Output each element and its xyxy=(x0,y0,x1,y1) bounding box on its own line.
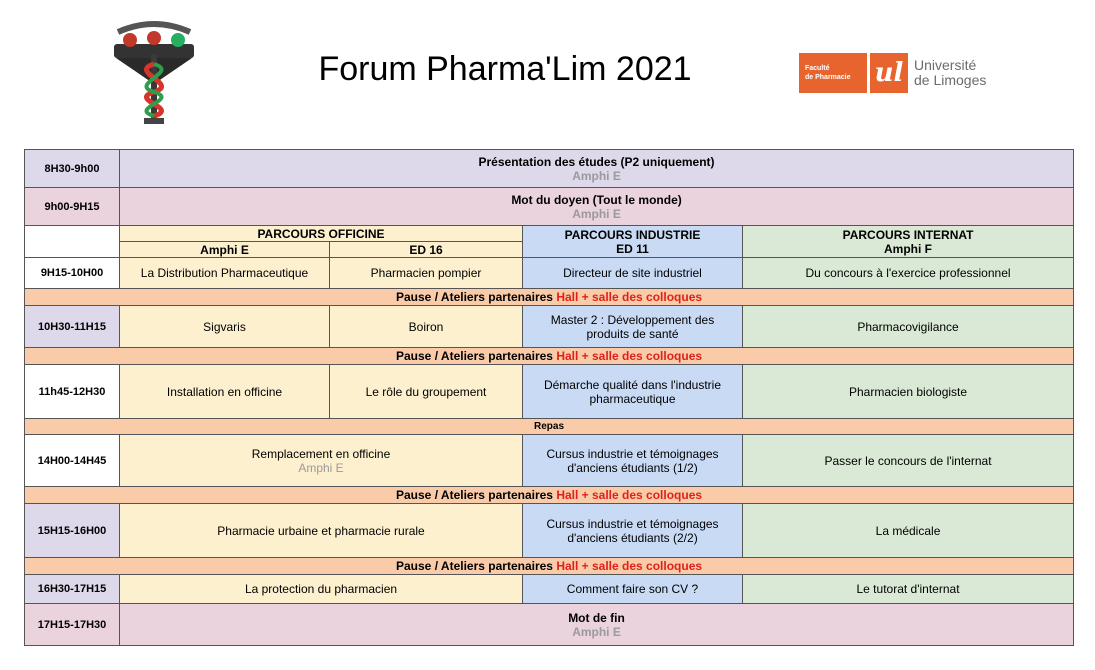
pause-place: Hall + salle des colloques xyxy=(556,488,703,502)
track-room: ED 11 xyxy=(616,241,649,256)
faculty-line1: Faculté xyxy=(805,65,830,72)
session-cell xyxy=(523,306,743,348)
session-line: Cursus industrie et témoignages xyxy=(546,446,719,461)
time-cell: 11h45-12H30 xyxy=(25,365,120,419)
lunch-cell: Repas xyxy=(25,419,1074,435)
room-label: Amphi E xyxy=(298,460,344,475)
session-cell: Sigvaris xyxy=(120,306,330,348)
univ-line2: de Limoges xyxy=(914,72,987,88)
table-row xyxy=(25,435,1074,487)
session-line: Master 2 : Développement des xyxy=(550,312,715,327)
room-label: Amphi E xyxy=(572,624,621,639)
schedule-table xyxy=(24,149,1074,646)
table-row xyxy=(25,150,1074,188)
session-cell: Boiron xyxy=(330,306,523,348)
session-cell: La médicale xyxy=(743,504,1074,558)
session-cell: Passer le concours de l'internat xyxy=(743,435,1074,487)
session-line: Démarche qualité dans l'industrie xyxy=(543,377,722,392)
plenary-cell xyxy=(120,150,1074,188)
table-row xyxy=(25,365,1074,419)
session-cell: Pharmacovigilance xyxy=(743,306,1074,348)
session-cell: Pharmacien biologiste xyxy=(743,365,1074,419)
pause-cell xyxy=(25,487,1074,504)
table-row xyxy=(25,289,1074,306)
session-cell: Le tutorat d'internat xyxy=(743,575,1074,604)
univ-line1: Université xyxy=(914,57,977,73)
room-officine-2: ED 16 xyxy=(330,242,523,258)
session-line: produits de santé xyxy=(586,326,679,341)
pause-cell xyxy=(25,289,1074,306)
time-cell: 8H30-9h00 xyxy=(25,150,120,188)
session-cell: Comment faire son CV ? xyxy=(523,575,743,604)
session-cell: La Distribution Pharmaceutique xyxy=(120,258,330,289)
table-row xyxy=(25,306,1074,348)
session-title: Mot de fin xyxy=(568,610,625,625)
table-row xyxy=(25,558,1074,575)
room-label: Amphi E xyxy=(572,206,621,221)
ul-mark: ul xyxy=(870,53,908,93)
session-cell: Du concours à l'exercice professionnel xyxy=(743,258,1074,289)
university-logo xyxy=(799,50,986,96)
time-cell: 15H15-16H00 xyxy=(25,504,120,558)
table-row xyxy=(25,188,1074,226)
faculty-line2: de Pharmacie xyxy=(805,74,851,81)
table-row xyxy=(25,226,1074,242)
page-title: Forum Pharma'Lim 2021 xyxy=(318,50,692,88)
session-line: d'anciens étudiants (2/2) xyxy=(567,530,698,545)
session-title: Présentation des études (P2 uniquement) xyxy=(478,154,715,169)
time-cell: 9H15-10H00 xyxy=(25,258,120,289)
room-officine-1: Amphi E xyxy=(120,242,330,258)
track-header-industrie xyxy=(523,226,743,258)
plenary-cell xyxy=(120,188,1074,226)
session-cell: Directeur de site industriel xyxy=(523,258,743,289)
track-title: PARCOURS INTERNAT xyxy=(842,227,974,242)
session-cell xyxy=(523,365,743,419)
pause-cell xyxy=(25,558,1074,575)
session-line: d'anciens étudiants (1/2) xyxy=(567,460,698,475)
pause-place: Hall + salle des colloques xyxy=(556,559,703,573)
track-header-officine: PARCOURS OFFICINE xyxy=(120,226,523,242)
time-cell: 10H30-11H15 xyxy=(25,306,120,348)
session-cell: Le rôle du groupement xyxy=(330,365,523,419)
pause-cell xyxy=(25,348,1074,365)
session-cell: Pharmacien pompier xyxy=(330,258,523,289)
session-cell xyxy=(523,435,743,487)
session-line: Cursus industrie et témoignages xyxy=(546,516,719,531)
session-cell: Pharmacie urbaine et pharmacie rurale xyxy=(120,504,523,558)
track-title: PARCOURS INDUSTRIE xyxy=(564,227,701,242)
pause-place: Hall + salle des colloques xyxy=(556,349,703,363)
pause-label: Pause / Ateliers partenaires xyxy=(396,290,553,304)
pause-label: Pause / Ateliers partenaires xyxy=(396,349,553,363)
plenary-cell xyxy=(120,604,1074,646)
session-cell: Installation en officine xyxy=(120,365,330,419)
table-row xyxy=(25,575,1074,604)
faculty-badge xyxy=(799,53,867,93)
track-room: Amphi F xyxy=(884,241,933,256)
pharmacy-emblem-logo xyxy=(108,14,200,128)
pause-label: Pause / Ateliers partenaires xyxy=(396,559,553,573)
time-cell: 9h00-9H15 xyxy=(25,188,120,226)
session-line: pharmaceutique xyxy=(589,391,676,406)
session-title: Mot du doyen (Tout le monde) xyxy=(511,192,682,207)
table-row xyxy=(25,258,1074,289)
session-cell xyxy=(523,504,743,558)
table-row xyxy=(25,604,1074,646)
session-cell: La protection du pharmacien xyxy=(120,575,523,604)
room-label: Amphi E xyxy=(572,168,621,183)
pause-place: Hall + salle des colloques xyxy=(556,290,703,304)
time-cell: 14H00-14H45 xyxy=(25,435,120,487)
table-row xyxy=(25,419,1074,435)
time-cell: 16H30-17H15 xyxy=(25,575,120,604)
table-row xyxy=(25,504,1074,558)
table-row xyxy=(25,348,1074,365)
session-title: Remplacement en officine xyxy=(251,446,391,461)
table-row xyxy=(25,487,1074,504)
session-cell xyxy=(120,435,523,487)
time-cell: 17H15-17H30 xyxy=(25,604,120,646)
university-name xyxy=(914,58,986,88)
empty-cell xyxy=(25,226,120,258)
pause-label: Pause / Ateliers partenaires xyxy=(396,488,553,502)
track-header-internat xyxy=(743,226,1074,258)
